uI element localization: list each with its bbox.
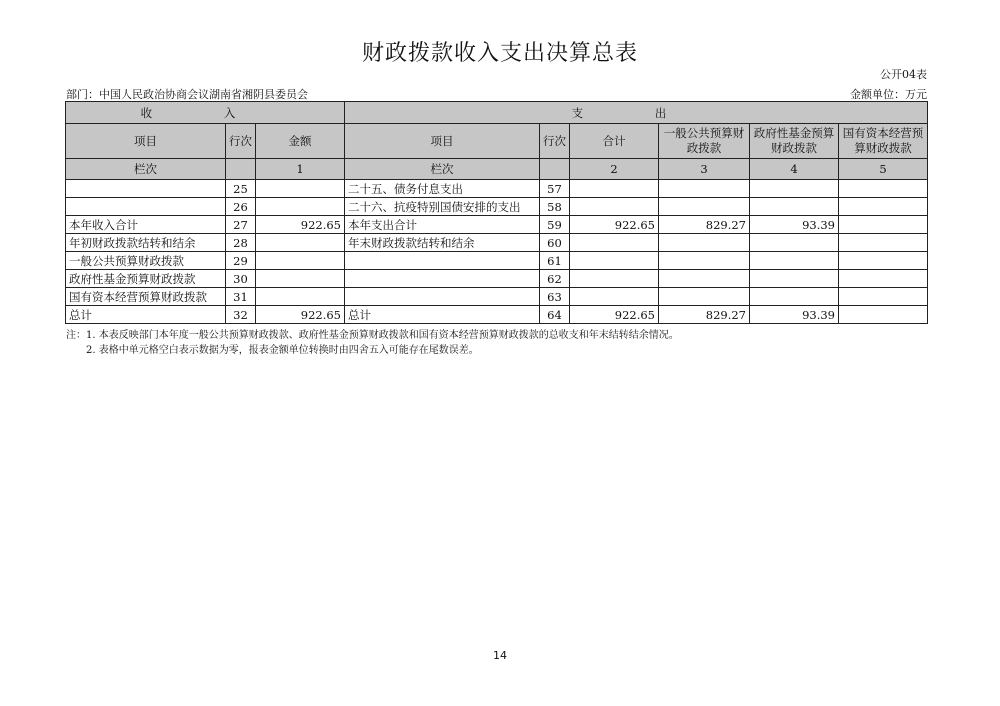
header-row-column-numbers xyxy=(66,159,928,180)
column-number-3: 3 xyxy=(659,159,750,180)
expense-row-no-cell: 58 xyxy=(540,198,570,216)
income-item-cell: 国有资本经营预算财政拨款 xyxy=(66,288,226,306)
income-row-no-cell: 28 xyxy=(226,234,256,252)
total-cell xyxy=(570,288,659,306)
table-row xyxy=(66,306,928,324)
general-budget-cell xyxy=(659,234,750,252)
expense-item-cell: 总计 xyxy=(345,306,540,324)
expense-row-no-cell: 57 xyxy=(540,180,570,198)
income-item-cell: 一般公共预算财政拨款 xyxy=(66,252,226,270)
income-row-no-cell: 31 xyxy=(226,288,256,306)
state-capital-header: 国有资本经营预算财政拨款 xyxy=(839,124,928,159)
gov-fund-cell xyxy=(750,288,839,306)
total-cell xyxy=(570,270,659,288)
expense-item-cell: 年末财政拨款结转和结余 xyxy=(345,234,540,252)
column-number-4: 4 xyxy=(750,159,839,180)
income-section-header: 收 入 xyxy=(66,102,345,124)
total-header: 合计 xyxy=(570,124,659,159)
column-number-5: 5 xyxy=(839,159,928,180)
column-number-2: 2 xyxy=(570,159,659,180)
expense-row-no-cell: 61 xyxy=(540,252,570,270)
state-capital-cell xyxy=(839,270,928,288)
table-notes xyxy=(66,328,679,358)
gov-fund-cell: 93.39 xyxy=(750,216,839,234)
expense-item-cell xyxy=(345,270,540,288)
note-2: 2. 表格中单元格空白表示数据为零，报表金额单位转换时由四舍五入可能存在尾数误差。 xyxy=(86,345,479,356)
income-item-cell: 政府性基金预算财政拨款 xyxy=(66,270,226,288)
general-budget-cell: 829.27 xyxy=(659,216,750,234)
page-number: 14 xyxy=(493,649,507,662)
column-number-1: 1 xyxy=(256,159,345,180)
income-row-no-cell: 26 xyxy=(226,198,256,216)
column-number-blank xyxy=(226,159,256,180)
expense-row-no-cell: 59 xyxy=(540,216,570,234)
general-budget-cell xyxy=(659,198,750,216)
table-row xyxy=(66,288,928,306)
total-cell xyxy=(570,252,659,270)
table-row xyxy=(66,180,928,198)
note-1: 注：1. 本表反映部门本年度一般公共预算财政拨款、政府性基金预算财政拨款和国有资本经营预算财政拨款的总收支和年末结转结余情况。 xyxy=(66,330,679,341)
table-row xyxy=(66,198,928,216)
expense-item-cell xyxy=(345,288,540,306)
table-row xyxy=(66,270,928,288)
state-capital-cell xyxy=(839,234,928,252)
table-row xyxy=(66,216,928,234)
income-amount-cell xyxy=(256,252,345,270)
state-capital-cell xyxy=(839,180,928,198)
general-budget-header: 一般公共预算财政拨款 xyxy=(659,124,750,159)
total-cell xyxy=(570,180,659,198)
income-row-no-cell: 25 xyxy=(226,180,256,198)
income-amount-cell: 922.65 xyxy=(256,306,345,324)
income-item-cell: 年初财政拨款结转和结余 xyxy=(66,234,226,252)
general-budget-cell xyxy=(659,252,750,270)
gov-fund-header: 政府性基金预算财政拨款 xyxy=(750,124,839,159)
income-amount-header: 金额 xyxy=(256,124,345,159)
expense-row-no-cell: 64 xyxy=(540,306,570,324)
state-capital-cell xyxy=(839,252,928,270)
income-row-no-cell: 32 xyxy=(226,306,256,324)
expense-item-header: 项目 xyxy=(345,124,540,159)
total-cell xyxy=(570,234,659,252)
income-item-cell xyxy=(66,198,226,216)
state-capital-cell xyxy=(839,198,928,216)
general-budget-cell xyxy=(659,270,750,288)
gov-fund-cell xyxy=(750,234,839,252)
income-item-header: 项目 xyxy=(66,124,226,159)
income-amount-cell xyxy=(256,288,345,306)
gov-fund-cell: 93.39 xyxy=(750,306,839,324)
amount-unit-label: 金额单位：万元 xyxy=(850,88,927,101)
expense-item-cell: 二十六、抗疫特别国债安排的支出 xyxy=(345,198,540,216)
expense-item-cell xyxy=(345,252,540,270)
income-row-no-cell: 27 xyxy=(226,216,256,234)
income-item-cell: 本年收入合计 xyxy=(66,216,226,234)
department-label: 部门：中国人民政治协商会议湖南省湘阴县委员会 xyxy=(66,88,308,101)
gov-fund-cell xyxy=(750,198,839,216)
gov-fund-cell xyxy=(750,270,839,288)
income-amount-cell xyxy=(256,198,345,216)
expense-item-cell: 二十五、债务付息支出 xyxy=(345,180,540,198)
income-row-no-header: 行次 xyxy=(226,124,256,159)
table-row xyxy=(66,252,928,270)
income-item-cell xyxy=(66,180,226,198)
state-capital-cell xyxy=(839,216,928,234)
income-row-no-cell: 29 xyxy=(226,252,256,270)
expense-row-no-cell: 63 xyxy=(540,288,570,306)
income-item-cell: 总计 xyxy=(66,306,226,324)
income-row-no-cell: 30 xyxy=(226,270,256,288)
column-label-expense: 栏次 xyxy=(345,159,540,180)
income-amount-cell xyxy=(256,234,345,252)
form-code: 公开04表 xyxy=(880,68,927,81)
budget-summary-table xyxy=(65,101,928,324)
total-cell: 922.65 xyxy=(570,216,659,234)
header-row-columns xyxy=(66,124,928,159)
expense-row-no-header: 行次 xyxy=(540,124,570,159)
table-row xyxy=(66,234,928,252)
report-title: 财政拨款收入支出决算总表 xyxy=(361,41,638,66)
header-row-sections xyxy=(66,102,928,124)
expense-row-no-cell: 60 xyxy=(540,234,570,252)
expense-item-cell: 本年支出合计 xyxy=(345,216,540,234)
column-number-blank xyxy=(540,159,570,180)
income-amount-cell: 922.65 xyxy=(256,216,345,234)
total-cell xyxy=(570,198,659,216)
state-capital-cell xyxy=(839,288,928,306)
general-budget-cell xyxy=(659,180,750,198)
gov-fund-cell xyxy=(750,180,839,198)
income-amount-cell xyxy=(256,270,345,288)
general-budget-cell xyxy=(659,288,750,306)
state-capital-cell xyxy=(839,306,928,324)
expense-section-header: 支 出 xyxy=(345,102,928,124)
income-amount-cell xyxy=(256,180,345,198)
gov-fund-cell xyxy=(750,252,839,270)
expense-row-no-cell: 62 xyxy=(540,270,570,288)
total-cell: 922.65 xyxy=(570,306,659,324)
column-label: 栏次 xyxy=(66,159,226,180)
general-budget-cell: 829.27 xyxy=(659,306,750,324)
